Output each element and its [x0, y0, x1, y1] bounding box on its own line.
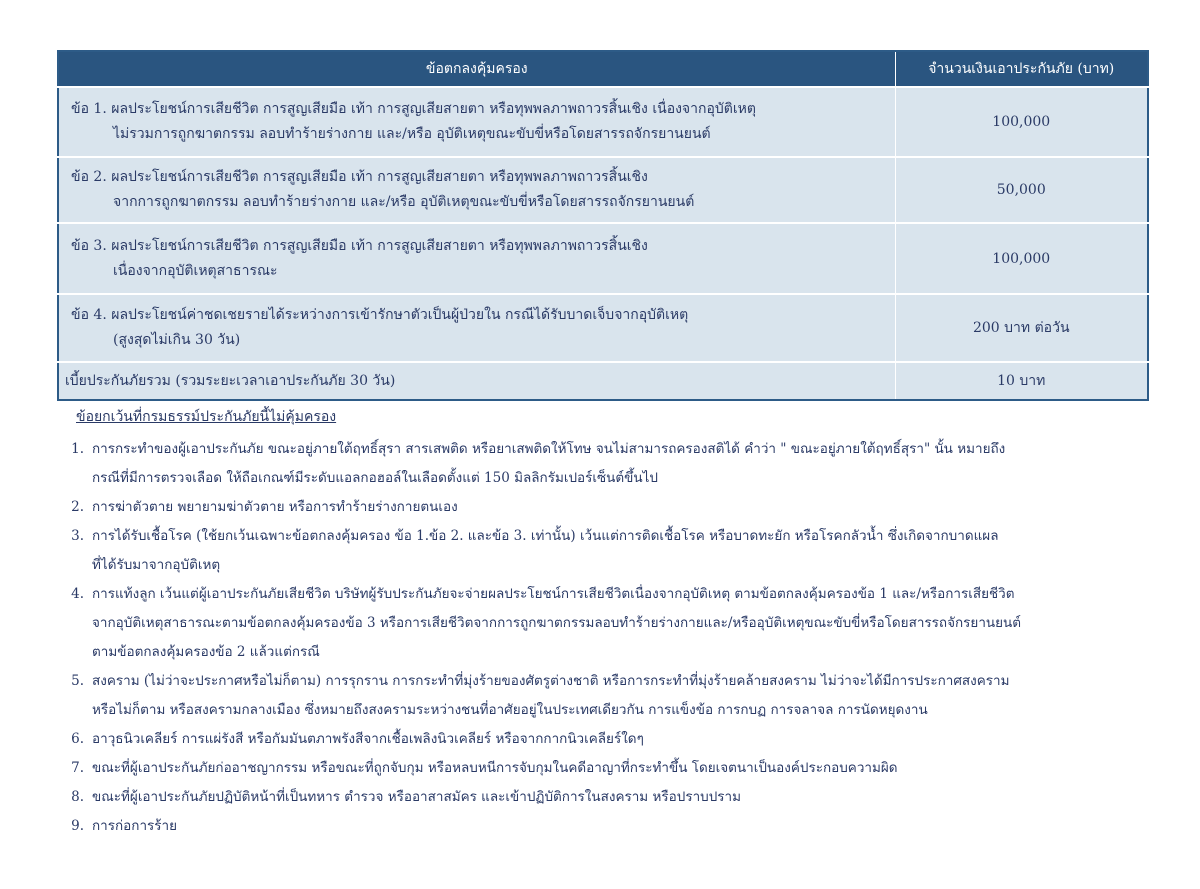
exclusions-title: ข้อยกเว้นที่กรมธรรม์ประกันภัยนี้ไม่คุ้มครอง	[76, 409, 337, 425]
list-item-text	[92, 493, 1172, 522]
list-item-number: 3.	[71, 528, 84, 544]
list-item	[62, 783, 1172, 812]
list-item	[62, 754, 1172, 783]
list-item-text	[92, 812, 1172, 841]
coverage-description	[58, 294, 895, 362]
list-item-number: 5.	[71, 673, 84, 689]
list-item-number: 1.	[71, 441, 84, 457]
list-item-line: ที่ได้รับมาจากอุบัติเหตุ	[92, 557, 221, 573]
table-row	[58, 87, 1148, 157]
coverage-amount: 100,000	[895, 87, 1148, 157]
table-row	[58, 223, 1148, 294]
list-item-number: 6.	[71, 731, 84, 747]
coverage-table	[57, 50, 1149, 401]
list-item-line: หรือไม่ก็ตาม หรือสงครามกลางเมือง ซึ่งหมายถึงสงครามระหว่างชนที่อาศัยอยู่ในประเทศเดียวกัน การแข็งข้อ การกบฏ การจลาจล การนัดหยุดงาน	[92, 702, 928, 718]
list-item-line: การก่อการร้าย	[92, 818, 178, 834]
list-item	[62, 725, 1172, 754]
coverage-line-2: (สูงสุดไม่เกิน 30 วัน)	[113, 332, 241, 348]
header-coverage: ข้อตกลงคุ้มครอง	[58, 51, 895, 87]
list-item-line: กรณีที่มีการตรวจเลือด ให้ถือเกณฑ์มีระดับแอลกอฮอล์ในเลือดตั้งแต่ 150 มิลลิกรัมเปอร์เซ็นต์ขึ้นไป	[92, 470, 658, 486]
list-item	[62, 812, 1172, 841]
coverage-amount: 50,000	[895, 157, 1148, 223]
list-item-number: 4.	[71, 586, 84, 602]
list-item	[62, 493, 1172, 522]
list-item-line: การกระทำของผู้เอาประกันภัย ขณะอยู่ภายใต้ฤทธิ์สุรา สารเสพติด หรือยาเสพติดให้โทษ จนไม่สามารถครองสติได้ คำว่า " ขณะอยู่ภายใต้ฤทธิ์สุรา" นั้น หมายถึง	[92, 441, 1006, 457]
list-item-line: อาวุธนิวเคลียร์ การแผ่รังสี หรือกัมมันตภาพรังสีจากเชื้อเพลิงนิวเคลียร์ หรือจากกากนิวเคลียร์ใดๆ	[92, 731, 644, 747]
list-item-text	[92, 522, 1172, 580]
list-item-text	[92, 580, 1172, 667]
table-header-row	[58, 51, 1148, 87]
list-item	[62, 580, 1172, 667]
list-item-line: ขณะที่ผู้เอาประกันภัยก่ออาชญากรรม หรือขณะที่ถูกจับกุม หรือหลบหนีการจับกุมในคดีอาญาที่กระทำขึ้น โดยเจตนาเป็นองค์ประกอบความผิด	[92, 760, 898, 776]
list-item-line: สงคราม (ไม่ว่าจะประกาศหรือไม่ก็ตาม) การรุกราน การกระทำที่มุ่งร้ายของศัตรูต่างชาติ หรือการกระทำที่มุ่งร้ายคล้ายสงคราม ไม่ว่าจะได้มีการประกาศสงคราม	[92, 673, 1010, 689]
list-item-number: 8.	[71, 789, 84, 805]
coverage-amount: 200 บาท ต่อวัน	[895, 294, 1148, 362]
premium-amount: 10 บาท	[895, 362, 1148, 400]
coverage-description	[58, 87, 895, 157]
list-item-line: การได้รับเชื้อโรค (ใช้ยกเว้นเฉพาะข้อตกลงคุ้มครอง ข้อ 1.ข้อ 2. และข้อ 3. เท่านั้น) เว้นแต่การติดเชื้อโรค หรือบาดทะยัก หรือโรคกลัวน้ำ ซึ่งเกิดจากบาดแผล	[92, 528, 999, 544]
premium-label: เบี้ยประกันภัยรวม (รวมระยะเวลาเอาประกันภัย 30 วัน)	[58, 362, 895, 400]
list-item-line: จากอุบัติเหตุสาธารณะตามข้อตกลงคุ้มครองข้อ 3 หรือการเสียชีวิตจากการถูกฆาตกรรมลอบทำร้ายร่างกายและ/หรืออุบัติเหตุขณะขับขี่หรือโดยสารรถจักรยานยนต์	[92, 615, 1022, 631]
list-item	[62, 522, 1172, 580]
coverage-description	[58, 223, 895, 294]
list-item	[62, 667, 1172, 725]
coverage-line-1: ข้อ 3. ผลประโยชน์การเสียชีวิต การสูญเสียมือ เท้า การสูญเสียสายตา หรือทุพพลภาพถาวรสิ้นเชิง	[71, 237, 648, 254]
coverage-description	[58, 157, 895, 223]
list-item-line: ตามข้อตกลงคุ้มครองข้อ 2 แล้วแต่กรณี	[92, 644, 320, 660]
list-item-line: ขณะที่ผู้เอาประกันภัยปฏิบัติหน้าที่เป็นทหาร ตำรวจ หรืออาสาสมัคร และเข้าปฏิบัติการในสงคราม หรือปราบปราม	[92, 789, 742, 805]
premium-row	[58, 362, 1148, 400]
list-item-number: 2.	[71, 499, 84, 515]
list-item-number: 9.	[71, 818, 84, 834]
coverage-amount: 100,000	[895, 223, 1148, 294]
list-item-text	[92, 725, 1172, 754]
list-item-line: การแท้งลูก เว้นแต่ผู้เอาประกันภัยเสียชีวิต บริษัทผู้รับประกันภัยจะจ่ายผลประโยชน์การเสียชีวิตเนื่องจากอุบัติเหตุ ตามข้อตกลงคุ้มครองข้อ 1 และ/หรือการเสียชีวิต	[92, 586, 1015, 602]
coverage-line-2: ไม่รวมการถูกฆาตกรรม ลอบทำร้ายร่างกาย และ/หรือ อุบัติเหตุขณะขับขี่หรือโดยสารรถจักรยานยนต์	[113, 126, 711, 142]
list-item	[62, 435, 1172, 493]
coverage-line-1: ข้อ 2. ผลประโยชน์การเสียชีวิต การสูญเสียมือ เท้า การสูญเสียสายตา หรือทุพพลภาพถาวรสิ้นเชิง	[71, 169, 648, 185]
list-item-number: 7.	[71, 760, 84, 776]
coverage-line-2: จากการถูกฆาตกรรม ลอบทำร้ายร่างกาย และ/หรือ อุบัติเหตุขณะขับขี่หรือโดยสารรถจักรยานยนต์	[113, 194, 695, 210]
table-row	[58, 294, 1148, 362]
exclusions-list	[62, 435, 1172, 841]
table-row	[58, 157, 1148, 223]
coverage-line-2: เนื่องจากอุบัติเหตุสาธารณะ	[113, 262, 278, 279]
list-item-text	[92, 754, 1172, 783]
header-amount: จำนวนเงินเอาประกันภัย (บาท)	[895, 51, 1148, 87]
coverage-line-1: ข้อ 1. ผลประโยชน์การเสียชีวิต การสูญเสียมือ เท้า การสูญเสียสายตา หรือทุพพลภาพถาวรสิ้นเชิง เนื่องจากอุบัติเหตุ	[71, 101, 756, 117]
list-item-text	[92, 435, 1172, 493]
list-item-text	[92, 783, 1172, 812]
coverage-line-1: ข้อ 4. ผลประโยชน์ค่าชดเชยรายได้ระหว่างการเข้ารักษาตัวเป็นผู้ป่วยใน กรณีได้รับบาดเจ็บจากอุบัติเหตุ	[71, 307, 689, 323]
list-item-line: การฆ่าตัวตาย พยายามฆ่าตัวตาย หรือการทำร้ายร่างกายตนเอง	[92, 499, 458, 515]
exclusions-section	[62, 405, 1172, 841]
list-item-text	[92, 667, 1172, 725]
